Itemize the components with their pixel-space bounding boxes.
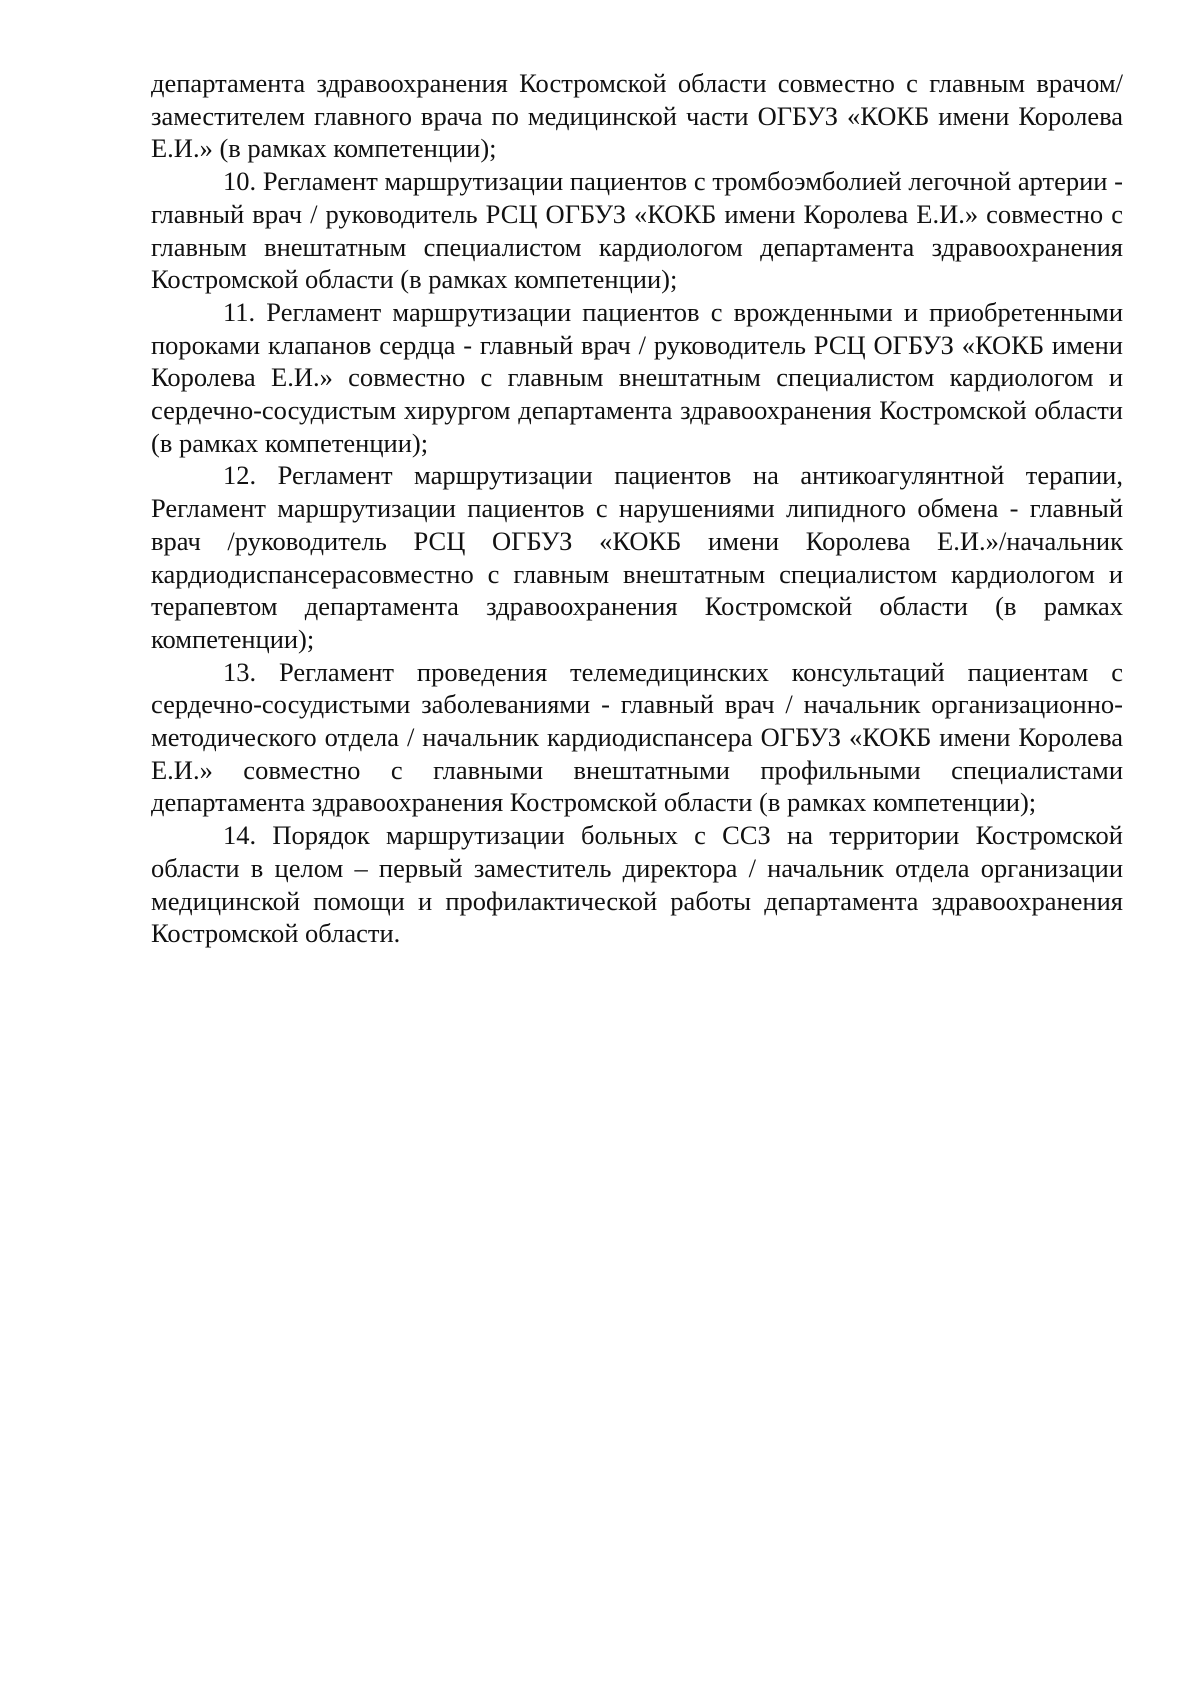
paragraph-continuation: департамента здравоохранения Костромской области совместно с главным врачом/заместителем главного врача по медицинской части ОГБУЗ «КОКБ имени Королева Е.И.» (в рамках компетенции); [151,68,1123,164]
paragraph-item-10: 10. Регламент маршрутизации пациентов с тромбоэмболией легочной артерии - главный врач / руководитель РСЦ ОГБУЗ «КОКБ имени Королева Е.И.» совместно с главным внештатным специалистом кардиологом департамента здравоохранения Костромской области (в рамках компетенции); [151,166,1123,295]
paragraph-item-12: 12. Регламент маршрутизации пациентов на антикоагулянтной терапии, Регламент маршрутизации пациентов с нарушениями липидного обмена - главный врач /руководитель РСЦ ОГБУЗ «КОКБ имени Королева Е.И.»/начальник кардиодиспансерасовместно с главным внештатным специалистом кардиологом и терапевтом департамента здравоохранения Костромской области (в рамках компетенции); [151,460,1123,654]
paragraph-item-11: 11. Регламент маршрутизации пациентов с врожденными и приобретенными пороками клапанов сердца - главный врач / руководитель РСЦ ОГБУЗ «КОКБ имени Королева Е.И.» совместно с главным внештатным специалистом кардиологом и сердечно-сосудистым хирургом департамента здравоохранения Костромской области (в рамках компетенции); [151,296,1123,458]
paragraph-item-14: 14. Порядок маршрутизации больных с ССЗ на территории Костромской области в целом – первый заместитель директора / начальник отдела организации медицинской помощи и профилактической работы департамента здравоохранения Костромской области. [151,820,1123,949]
paragraph-item-13: 13. Регламент проведения телемедицинских консультаций пациентам с сердечно-сосудистыми заболеваниями - главный врач / начальник организационно-методического отдела / начальник кардиодиспансера ОГБУЗ «КОКБ имени Королева Е.И.» совместно с главными внештатными профильными специалистами департамента здравоохранения Костромской области (в рамках компетенции); [151,656,1123,818]
document-body [151,67,1123,950]
